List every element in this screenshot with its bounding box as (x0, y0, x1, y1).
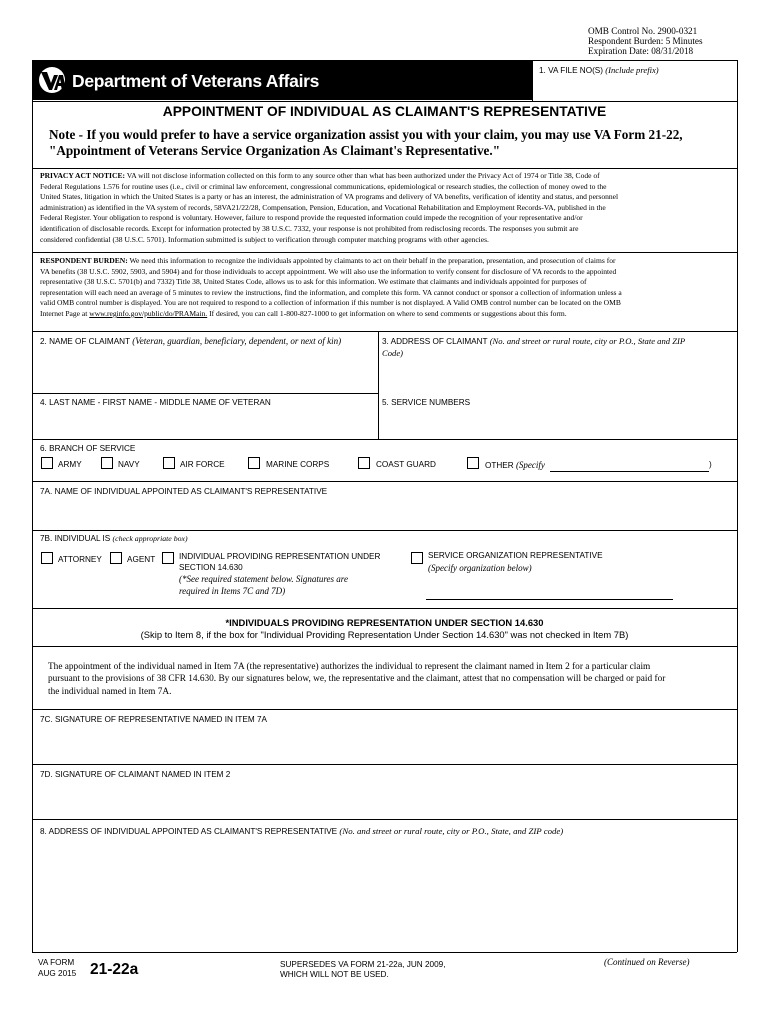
item-6-label: 6. BRANCH OF SERVICE (40, 444, 136, 453)
va-file-no-label: 1. VA FILE NO(S) (Include prefix) (539, 65, 659, 75)
coast-guard-label: COAST GUARD (376, 460, 436, 469)
army-label: ARMY (58, 460, 82, 469)
omb-pra-link[interactable]: www.reginfo.gov/public/do/PRAMain. (89, 308, 208, 318)
item-7d-label: 7D. SIGNATURE OF CLAIMANT NAMED IN ITEM 2 (40, 770, 231, 779)
coast-guard-checkbox[interactable] (358, 457, 370, 469)
service-org-label: SERVICE ORGANIZATION REPRESENTATIVE (428, 551, 603, 560)
attorney-checkbox[interactable] (41, 552, 53, 564)
respondent-burden: RESPONDENT BURDEN: We need this information to recognize the individuals appointed by claimants to act on their behalf in the preparation, presentation, and prosecution of claims for VA benefits (38 U.S.C. 5902, 5903, and 5904) and for those individuals to accept appointment. We will also use the information to verify consent for disclosure of VA records to the appointed representative (38 U.S.C. 5701(b) and 7332) Title 38, United States Code, allows us to ask for this information. We estimate that claimants and individuals appointed for purposes of representation will each need an average of 5 minutes to review the instructions, find the information, and complete this form. VA cannot conduct or sponsor a collection of information unless a valid OMB control number is displayed. You are not required to respond to a collection of information if this number is not displayed. A Valid OMB control number can be located on the OMB Internet Page at www.reginfo.gov/public/do/PRAMain. If desired, you can call 1-800-827-1000 to get information on where to send comments or suggestions about this form. (40, 256, 622, 318)
veteran-name-input[interactable] (36, 412, 378, 438)
va-file-no-input[interactable] (536, 78, 736, 100)
item-8-label: 8. ADDRESS OF INDIVIDUAL APPOINTED AS CLAIMANT'S REPRESENTATIVE (No. and street or rural route, city or P.O., State, and ZIP code) (40, 826, 564, 836)
omb-burden: Respondent Burden: 5 Minutes (588, 36, 703, 46)
privacy-act-notice: PRIVACY ACT NOTICE: VA will not disclose information collected on this form to any source other than what has been authorized under the Privacy Act of 1974 or Title 38, Code of Federal Regulations 1.576 for routine uses (i.e., civil or criminal law enforcement, congressional communications, epidemiological or research studies, the collection of money owed to the United States, litigation in which the United States is a party or has an interest, the administration of VA programs and delivery of VA benefits, verification of identity and status, and personnel administration) as identified in the VA system of records, 58VA21/22/28, Compensation, Pension, Education, and Vocational Rehabilitation and Employment Records-VA, published in the Federal Register. Your obligation to respond is voluntary. However, failure to respond provide the requested information could impede the recognition of your representative and/or identification of disclosable records. Except for information protected by 38 U.S.C. 7332, your response is not prohibited from redisclosing records. The responses you submit are considered confidential (38 U.S.C. 5701). Information submitted is subject to verification through computer matching programs with other agencies. (40, 171, 619, 244)
omb-info (588, 26, 703, 56)
service-org-hint: (Specify organization below) (428, 563, 532, 573)
va-file-no-hint: (Include prefix) (605, 65, 659, 75)
footer-continued: (Continued on Reverse) (604, 957, 690, 967)
navy-checkbox[interactable] (101, 457, 113, 469)
item-7a-label: 7A. NAME OF INDIVIDUAL APPOINTED AS CLAIMANT'S REPRESENTATIVE (40, 487, 328, 496)
other-branch-input[interactable] (550, 456, 709, 472)
attorney-label: ATTORNEY (58, 555, 102, 564)
item-3-hint-cont: Code) (382, 348, 404, 358)
item-2-label: 2. NAME OF CLAIMANT (Veteran, guardian, beneficiary, dependent, or next of kin) (40, 336, 342, 346)
section-14630-heading: *INDIVIDUALS PROVIDING REPRESENTATION UNDER SECTION 14.630 (225, 617, 544, 628)
agency-name: Department of Veterans Affairs (72, 71, 320, 91)
footer-va-form: VA FORM (38, 958, 75, 967)
va-logo-icon (37, 66, 67, 94)
footer-date: AUG 2015 (38, 969, 77, 978)
individual-14630-label: INDIVIDUAL PROVIDING REPRESENTATION UNDER SECTION 14.630 (179, 552, 381, 572)
marine-corps-checkbox[interactable] (248, 457, 260, 469)
navy-label: NAVY (118, 460, 140, 469)
section-14630-subheading: (Skip to Item 8, if the box for "Individual Providing Representation Under Section 14.630" was not checked in Item 7B) (140, 629, 629, 640)
omb-expiration: Expiration Date: 08/31/2018 (588, 46, 694, 56)
item-3-label: 3. ADDRESS OF CLAIMANT (No. and street or rural route, city or P.O., State and ZIP (382, 336, 686, 346)
marine-corps-label: MARINE CORPS (266, 460, 330, 469)
service-org-input[interactable] (426, 584, 673, 600)
item-4-label: 4. LAST NAME - FIRST NAME - MIDDLE NAME OF VETERAN (40, 398, 271, 407)
item-7b-label: 7B. INDIVIDUAL IS (check appropriate box) (40, 534, 188, 543)
omb-control-no: OMB Control No. 2900-0321 (588, 26, 698, 36)
individual-14630-note: (*See required statement below. Signatures are required in Items 7C and 7D) (179, 574, 348, 596)
air-force-checkbox[interactable] (163, 457, 175, 469)
footer-form-number: 21-22a (90, 961, 139, 978)
representative-signature-field[interactable] (36, 728, 732, 762)
individual-14630-checkbox[interactable] (162, 552, 174, 564)
agent-checkbox[interactable] (110, 552, 122, 564)
va-form-note: Note - If you would prefer to have a service organization assist you with your claim, you may use VA Form 21-22, "Appointment of Veterans Service Organization As Claimant's Representative." (49, 127, 683, 158)
footer-supersedes: SUPERSEDES VA FORM 21-22a, JUN 2009, WHICH WILL NOT BE USED. (280, 960, 446, 979)
service-org-checkbox[interactable] (411, 552, 423, 564)
representative-address-input[interactable] (36, 840, 736, 952)
form-title: APPOINTMENT OF INDIVIDUAL AS CLAIMANT'S REPRESENTATIVE (162, 104, 607, 119)
item-7c-label: 7C. SIGNATURE OF REPRESENTATIVE NAMED IN ITEM 7A (40, 715, 268, 724)
other-label: OTHER (Specify (485, 460, 545, 470)
claimant-name-input[interactable] (36, 350, 378, 394)
army-checkbox[interactable] (41, 457, 53, 469)
other-checkbox[interactable] (467, 457, 479, 469)
representative-name-input[interactable] (36, 500, 736, 528)
air-force-label: AIR FORCE (180, 460, 225, 469)
other-close-paren: ) (709, 460, 712, 469)
claimant-signature-field[interactable] (36, 783, 732, 817)
section-14630-statement: The appointment of the individual named in Item 7A (the representative) authorizes the individual to represent the claimant named in Item 2 for a particular claim pursuant to the provisions of 38 CFR 14.630. By our signatures below, we, the representative and the claimant, attest that no compensation will be charged or paid for the individual named in Item 7A. (48, 662, 666, 697)
agent-label: AGENT (127, 555, 156, 564)
item-5-label: 5. SERVICE NUMBERS (382, 398, 471, 407)
